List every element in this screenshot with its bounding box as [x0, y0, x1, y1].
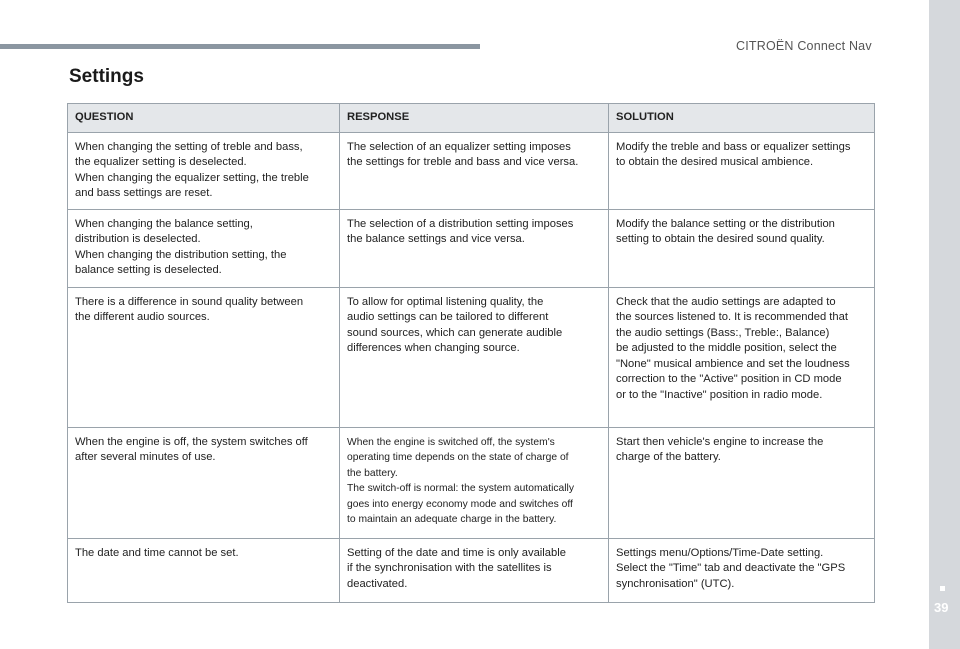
solution-cell: Modify the balance setting or the distribution setting to obtain the desired sound quality. — [609, 209, 875, 287]
response-cell: When the engine is switched off, the system's operating time depends on the state of charge of the battery. The switch-off is normal: the system automatically goes into energy economy mode and switches off to maintain an adequate charge in the battery. — [340, 427, 609, 538]
response-cell: To allow for optimal listening quality, the audio settings can be tailored to different sound sources, which can generate audible differences when changing source. — [340, 287, 609, 427]
page-title: Settings — [69, 66, 144, 87]
settings-faq-table — [67, 103, 875, 603]
header-accent-bar — [0, 44, 480, 49]
column-header-response: RESPONSE — [340, 104, 609, 133]
response-cell: The selection of a distribution setting imposes the balance settings and vice versa. — [340, 209, 609, 287]
page-number: 39 — [934, 600, 949, 615]
solution-cell: Check that the audio settings are adapted to the sources listened to. It is recommended that the audio settings (Bass:, Treble:, Balance) be adjusted to the middle position, select the "None" musical ambience and set the loudness correction to the "Active" position in CD mode or to the "Inactive" position in radio mode. — [609, 287, 875, 427]
table-row — [68, 287, 875, 427]
question-cell: When the engine is off, the system switches off after several minutes of use. — [68, 427, 340, 538]
column-header-solution: SOLUTION — [609, 104, 875, 133]
response-cell: Setting of the date and time is only available if the synchronisation with the satellites is deactivated. — [340, 538, 609, 602]
table-row — [68, 427, 875, 538]
table-row — [68, 132, 875, 209]
question-cell: The date and time cannot be set. — [68, 538, 340, 602]
column-header-question: QUESTION — [68, 104, 340, 133]
side-strip — [929, 0, 960, 649]
question-cell: When changing the balance setting, distribution is deselected. When changing the distribution setting, the balance setting is deselected. — [68, 209, 340, 287]
solution-cell: Settings menu/Options/Time-Date setting. Select the "Time" tab and deactivate the "GPS synchronisation" (UTC). — [609, 538, 875, 602]
page-marker-icon — [940, 586, 945, 591]
solution-cell: Modify the treble and bass or equalizer settings to obtain the desired musical ambience. — [609, 132, 875, 209]
table-row — [68, 538, 875, 602]
header-brand: CITROËN Connect Nav — [736, 39, 872, 53]
solution-cell: Start then vehicle's engine to increase the charge of the battery. — [609, 427, 875, 538]
question-cell: When changing the setting of treble and bass, the equalizer setting is deselected. When changing the equalizer setting, the treble and bass settings are reset. — [68, 132, 340, 209]
question-cell: There is a difference in sound quality between the different audio sources. — [68, 287, 340, 427]
table-header-row — [68, 104, 875, 133]
table-row — [68, 209, 875, 287]
response-cell: The selection of an equalizer setting imposes the settings for treble and bass and vice versa. — [340, 132, 609, 209]
